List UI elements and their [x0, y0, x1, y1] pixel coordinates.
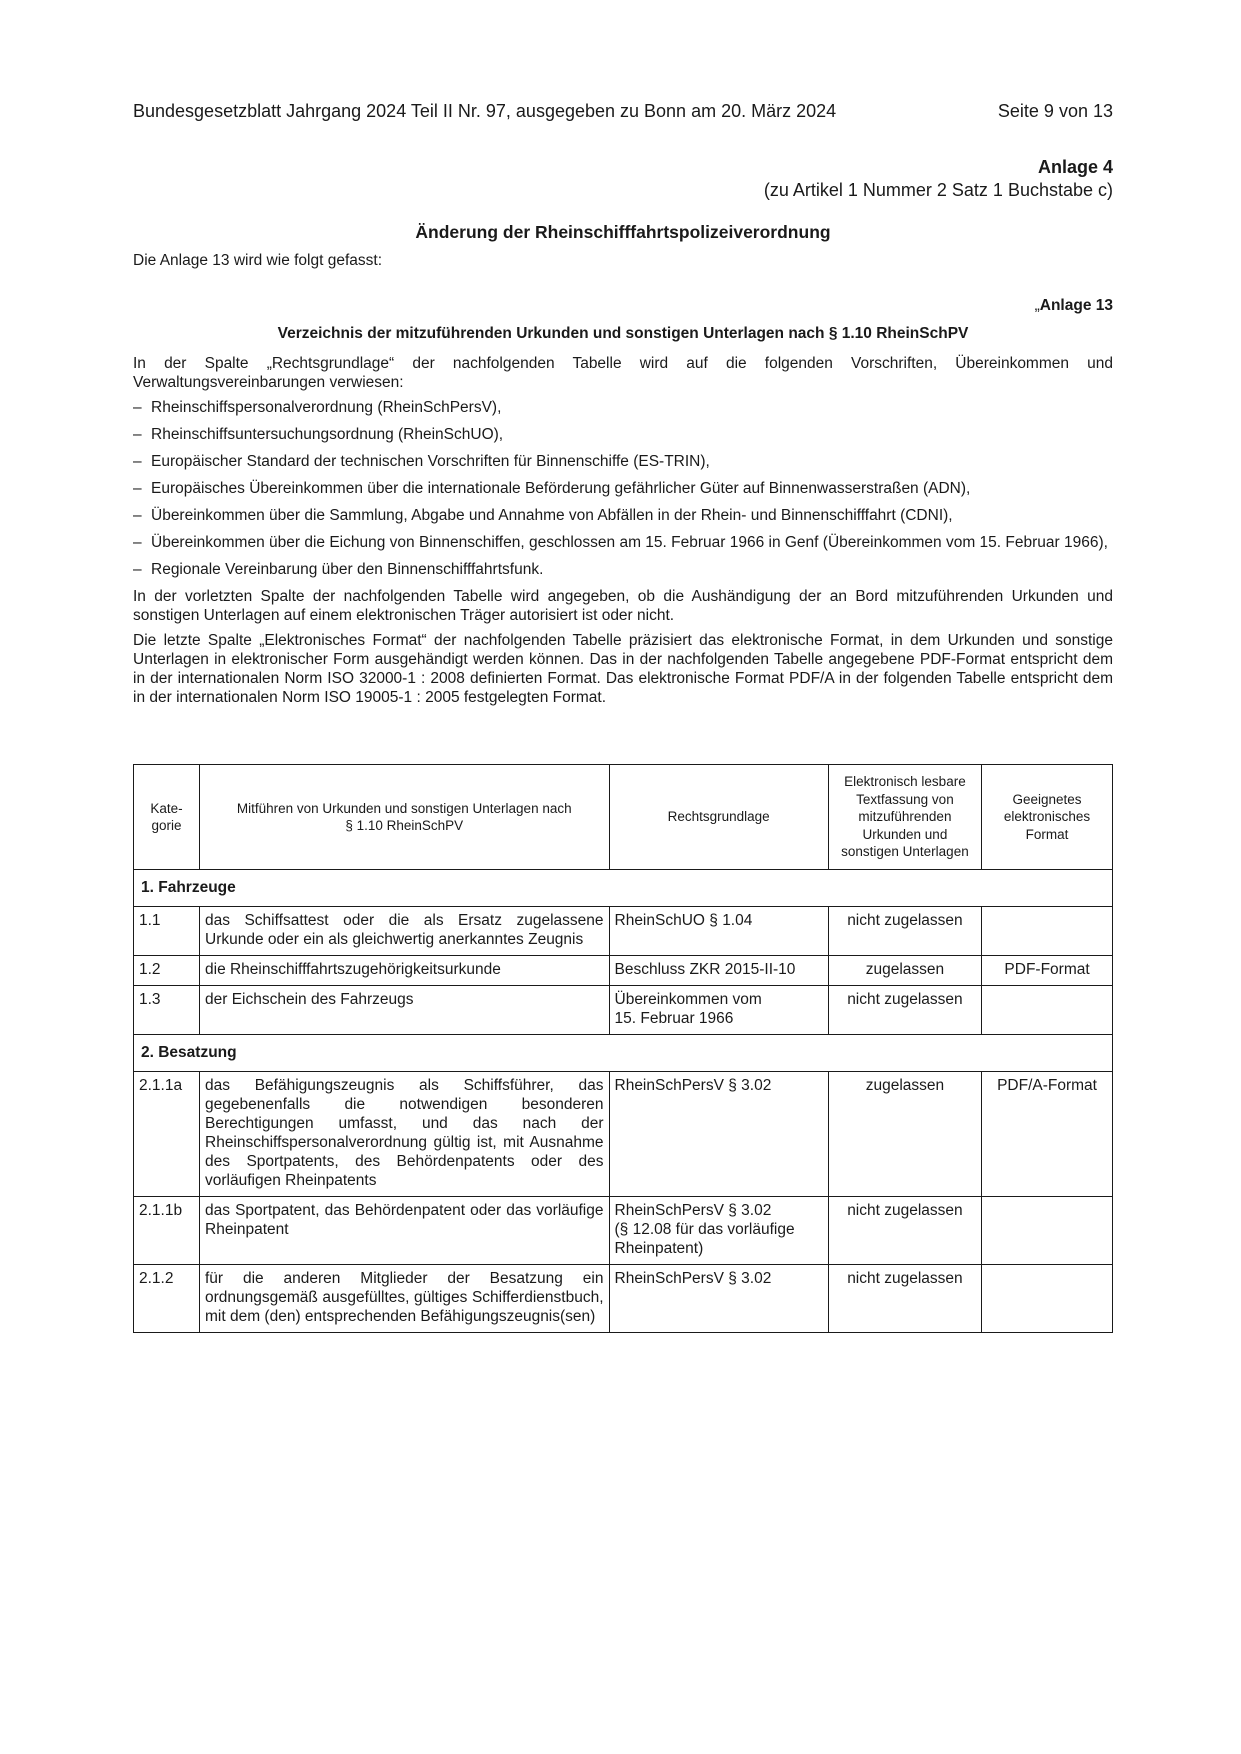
list-dash: – — [133, 426, 142, 443]
cell-electronic-format: PDF-Format — [982, 956, 1113, 986]
cell-document: das Sportpatent, das Behördenpatent oder das vorläufige Rheinpatent — [200, 1197, 610, 1265]
list-subtitle: Verzeichnis der mitzuführenden Urkunden und sonstigen Unterlagen nach § 1.10 RheinSchPV — [277, 325, 969, 342]
list-item-text: Übereinkommen über die Sammlung, Abgabe und Annahme von Abfällen in der Rhein- und Binnenschifffahrt (CDNI), — [151, 507, 953, 524]
paragraph-legal-basis: In der Spalte „Rechtsgrundlage“ der nachfolgenden Tabelle wird auf die folgenden Vorschriften, Übereinkommen und Verwaltungsvereinbarungen verwiesen: — [133, 355, 1113, 391]
annex-reference: (zu Artikel 1 Nummer 2 Satz 1 Buchstabe c) — [763, 180, 1113, 200]
list-item — [133, 425, 1113, 444]
table-row — [134, 986, 1113, 1035]
list-item — [133, 398, 1113, 417]
list-item-text: Rheinschiffsuntersuchungsordnung (RheinSchUO), — [151, 426, 504, 443]
annex-title: Anlage 4 — [1037, 157, 1113, 177]
cell-electronic-text: nicht zugelassen — [828, 1265, 981, 1333]
page-number: Seite 9 von 13 — [997, 101, 1113, 121]
annex-13-label — [1035, 297, 1113, 315]
list-item — [133, 533, 1113, 552]
annex-heading — [764, 156, 1113, 202]
section-label: 1. Fahrzeuge — [134, 870, 1113, 907]
table-row — [134, 1072, 1113, 1197]
cell-document: das Schiffsattest oder die als Ersatz zugelassene Urkunde oder ein als gleichwertig anerkanntes Zeugnis — [200, 907, 610, 956]
list-dash: – — [133, 399, 142, 416]
table-row — [134, 1265, 1113, 1333]
table-row — [134, 1197, 1113, 1265]
cell-electronic-text: zugelassen — [828, 1072, 981, 1197]
cell-category: 2.1.1b — [134, 1197, 200, 1265]
intro-text: Die Anlage 13 wird wie folgt gefasst: — [133, 252, 382, 269]
documents-table — [133, 764, 1113, 1333]
page-header — [133, 100, 1113, 122]
cell-legal-basis: RheinSchPersV § 3.02 — [609, 1072, 828, 1197]
cell-electronic-format — [982, 1197, 1113, 1265]
section-row-crew — [134, 1035, 1113, 1072]
list-item-text: Europäischer Standard der technischen Vorschriften für Binnenschiffe (ES-TRIN), — [151, 453, 710, 470]
header-documents: Mitführen von Urkunden und sonstigen Unterlagen nach § 1.10 RheinSchPV — [200, 765, 610, 870]
cell-category: 2.1.2 — [134, 1265, 200, 1333]
list-dash: – — [133, 534, 142, 551]
paragraph-electronic-carrier: In der vorletzten Spalte der nachfolgenden Tabelle wird angegeben, ob die Aushändigung der an Bord mitzuführenden Urkunden und sonstigen Unterlagen auf einem elektronischen Träger autorisiert ist oder nicht. — [133, 588, 1113, 624]
cell-category: 2.1.1a — [134, 1072, 200, 1197]
cell-category: 1.1 — [134, 907, 200, 956]
header-category: Kate- gorie — [134, 765, 200, 870]
body-text — [133, 354, 1113, 713]
list-item-text: Europäisches Übereinkommen über die internationale Beförderung gefährlicher Güter auf Binnenwasserstraßen (ADN), — [151, 480, 971, 497]
gazette-citation: Bundesgesetzblatt Jahrgang 2024 Teil II Nr. 97, ausgegeben zu Bonn am 20. März 2024 — [133, 101, 837, 121]
paragraph-electronic-format: Die letzte Spalte „Elektronisches Format“ der nachfolgenden Tabelle präzisiert das elektronische Format, in dem Urkunden und sonstige Unterlagen in elektronischer Form ausgehändigt werden können. Das in der nachfolgenden Tabelle angegebene PDF-Format entspricht dem in der internationalen Norm ISO 32000-1 : 2008 definierten Format. Das elektronische Format PDF/A in der folgenden Tabelle entspricht dem in der internationalen Norm ISO 19005-1 : 2005 festgelegten Format. — [133, 632, 1113, 706]
list-dash: – — [133, 480, 142, 497]
cell-electronic-text: zugelassen — [828, 956, 981, 986]
annex-13-text: Anlage 13 — [1039, 297, 1113, 314]
header-electronic-text: Elektronisch lesbare Textfassung von mitzuführenden Urkunden und sonstigen Unterlagen — [828, 765, 981, 870]
cell-legal-basis: RheinSchPersV § 3.02 (§ 12.08 für das vorläufige Rheinpatent) — [609, 1197, 828, 1265]
cell-electronic-text: nicht zugelassen — [828, 907, 981, 956]
list-item — [133, 506, 1113, 525]
regulation-list — [133, 398, 1113, 579]
cell-document: für die anderen Mitglieder der Besatzung ein ordnungsgemäß ausgefülltes, gültiges Schifferdienstbuch, mit dem (den) entsprechenden Befähigungszeugnis(sen) — [200, 1265, 610, 1333]
list-item-text: Regionale Vereinbarung über den Binnenschifffahrtsfunk. — [151, 561, 544, 578]
cell-document: das Befähigungszeugnis als Schiffsführer, das gegebenenfalls die notwendigen besonderen Berechtigungen umfasst, und das nach der Rheinschiffspersonalverordnung gültig ist, mit Ausnahme des Sportpatents, des Behördenpatents oder des vorläufigen Rheinpatents — [200, 1072, 610, 1197]
list-item — [133, 479, 1113, 498]
header-legal-basis: Rechtsgrundlage — [609, 765, 828, 870]
cell-electronic-text: nicht zugelassen — [828, 1197, 981, 1265]
cell-electronic-format — [982, 907, 1113, 956]
opening-quote: „ — [1034, 297, 1040, 314]
table-row — [134, 907, 1113, 956]
table-row — [134, 956, 1113, 986]
section-label: 2. Besatzung — [134, 1035, 1113, 1072]
document-title: Änderung der Rheinschifffahrtspolizeiverordnung — [415, 222, 831, 242]
table-header-row — [134, 765, 1113, 870]
cell-legal-basis: Beschluss ZKR 2015-II-10 — [609, 956, 828, 986]
cell-electronic-format: PDF/A-Format — [982, 1072, 1113, 1197]
section-row-vehicles — [134, 870, 1113, 907]
cell-category: 1.3 — [134, 986, 200, 1035]
cell-legal-basis: RheinSchUO § 1.04 — [609, 907, 828, 956]
header-electronic-format: Geeignetes elektronisches Format — [982, 765, 1113, 870]
list-dash: – — [133, 561, 142, 578]
list-item-text: Übereinkommen über die Eichung von Binnenschiffen, geschlossen am 15. Februar 1966 in Genf (Übereinkommen vom 15. Februar 1966), — [151, 534, 1108, 551]
cell-document: die Rheinschifffahrtszugehörigkeitsurkunde — [200, 956, 610, 986]
list-dash: – — [133, 453, 142, 470]
cell-category: 1.2 — [134, 956, 200, 986]
cell-legal-basis: Übereinkommen vom 15. Februar 1966 — [609, 986, 828, 1035]
cell-electronic-text: nicht zugelassen — [828, 986, 981, 1035]
cell-electronic-format — [982, 1265, 1113, 1333]
cell-electronic-format — [982, 986, 1113, 1035]
cell-document: der Eichschein des Fahrzeugs — [200, 986, 610, 1035]
list-item-text: Rheinschiffspersonalverordnung (RheinSchPersV), — [151, 399, 502, 416]
list-item — [133, 452, 1113, 471]
cell-legal-basis: RheinSchPersV § 3.02 — [609, 1265, 828, 1333]
list-dash: – — [133, 507, 142, 524]
list-item — [133, 560, 1113, 579]
